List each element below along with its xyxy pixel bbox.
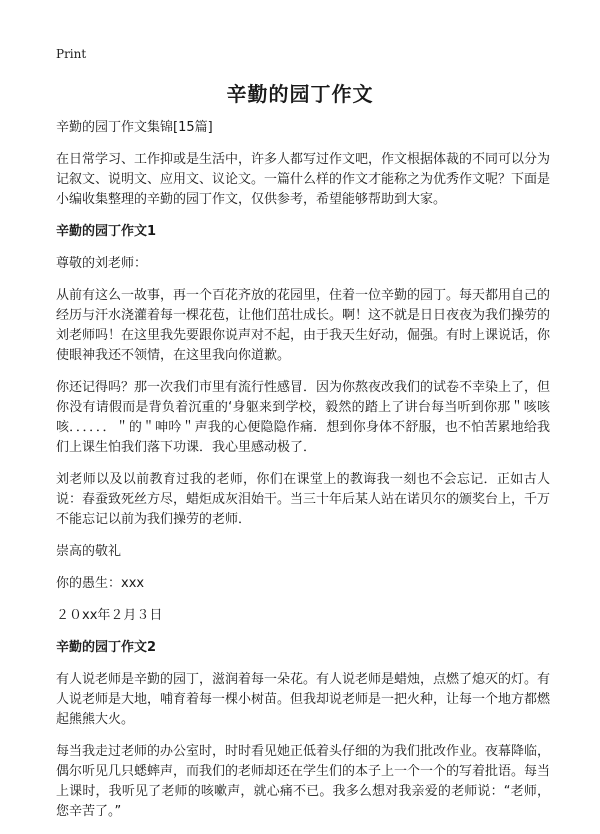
print-link[interactable]: Print xyxy=(56,47,87,61)
essay-1-salutation: 尊敬的刘老师： xyxy=(56,256,148,271)
essay-2-paragraph-2: 每当我走过老师的办公室时，时时看见她正低着头仔细的为我们批改作业。夜幕降临，偶尔听见几只蟋蟀声，而我们的老师却还在学生们的本子上一个一个的写着批语。每当上课时，我听见了老师的咳嗽声，就心痛不已。我多么想对我亲爱的老师说：“老师，您辛苦了。” xyxy=(56,744,551,819)
essay-1-closing: 崇高的敬礼 xyxy=(56,544,122,559)
essay-2-heading: 辛勤的园丁作文2 xyxy=(56,640,157,655)
essay-1-date: ２０xx年２月３日 xyxy=(56,608,163,623)
essay-1-paragraph-2: 你还记得吗？那一次我们市里有流行性感冒．因为你熬夜改我们的试卷不幸染上了，但你没有请假而是背负着沉重的‘身躯来到学校，毅然的踏上了讲台每当听到你那＂咳咳咳．．．．．．＂的＂呻吟＂声我的心便隐隐作痛．想到你身体不舒服，也不怕苦累地给我们上课生怕我们落下功课．我心里感动极了． xyxy=(56,380,551,455)
essay-2-paragraph-1: 有人说老师是辛勤的园丁，滋润着每一朵花。有人说老师是蜡烛，点燃了熄灭的灯。有人说老师是大地，哺育着每一棵小树苗。但我却说老师是一把火种，让每一个地方都燃起熊熊大火。 xyxy=(56,672,551,727)
document-body xyxy=(56,118,550,834)
document-subtitle: 辛勤的园丁作文集锦[15篇] xyxy=(56,120,213,135)
essay-1-paragraph-3: 刘老师以及以前教育过我的老师，你们在课堂上的教诲我一刻也不会忘记．正如古人说：春蚕致死丝方尽，蜡炬成灰泪始干。当三十年后某人站在诺贝尔的颁奖台上，千万不能忘记以前为我们操劳的老师． xyxy=(56,472,551,527)
essay-1-heading: 辛勤的园丁作文1 xyxy=(56,224,157,239)
intro-paragraph: 在日常学习、工作抑或是生活中，许多人都写过作文吧，作文根据体裁的不同可以分为记叙文、说明文、应用文、议论文。一篇什么样的作文才能称之为优秀作文呢？下面是小编收集整理的辛勤的园丁作文，仅供参考，希望能够帮助到大家。 xyxy=(56,152,551,207)
essay-1-paragraph-1: 从前有这么一故事，再一个百花齐放的花园里，住着一位辛勤的园丁。每天都用自己的经历与汗水浇灌着每一棵花苞，让他们茁壮成长。啊！这不就是日日夜夜为我们操劳的刘老师吗！在这里我先要跟你说声对不起，由于我天生好动，倔强。有时上课说话，你使眼神我还不领情，在这里我向你道歉。 xyxy=(56,288,551,363)
essay-1-signature: 你的愚生：xxx xyxy=(56,576,145,591)
page-title: 辛勤的园丁作文 xyxy=(226,82,374,106)
